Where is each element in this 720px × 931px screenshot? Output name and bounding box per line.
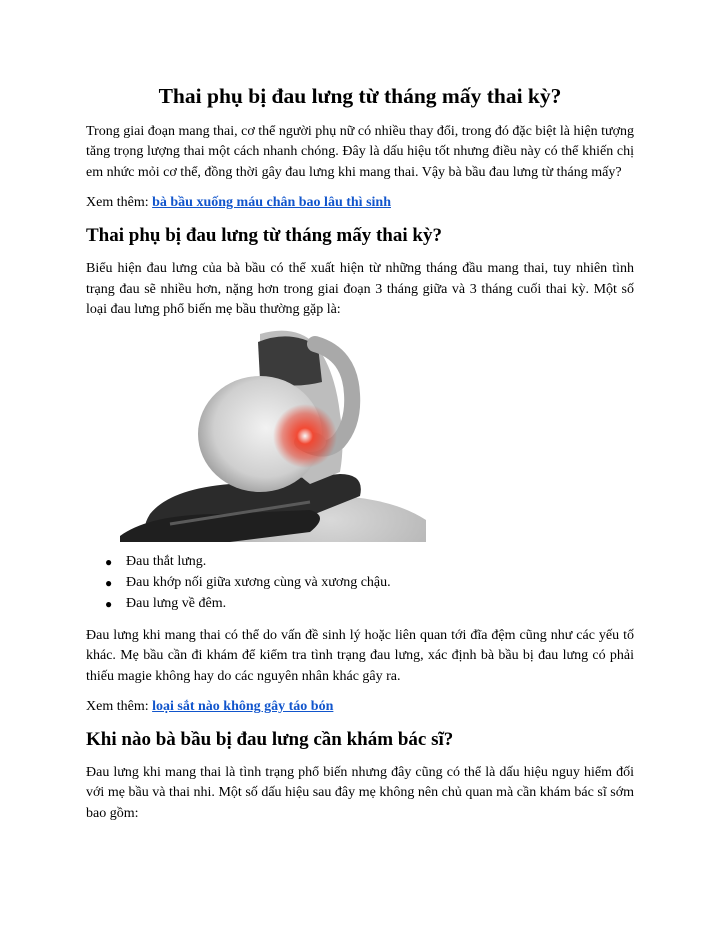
see-also-link-2[interactable]: loại sắt nào không gây táo bón xyxy=(152,699,334,715)
section-1-paragraph: Biểu hiện đau lưng của bà bầu có thể xuất hiện từ những tháng đầu mang thai, tuy nhiên tình trạng đau sẽ nhiều hơn, nặng hơn trong giai đoạn 3 tháng giữa và 3 tháng cuối thai kỳ. Một số loại đau lưng phổ biến mẹ bầu thường gặp là: xyxy=(86,261,634,318)
paragraph-2: Đau lưng khi mang thai có thể do vấn đề sinh lý hoặc liên quan tới đĩa đệm cũng như các yếu tố khác. Mẹ bầu cần đi khám để kiểm tra tình trạng đau lưng, xác định bà bầu bị đau lưng có phải thiếu magie không hay do các nguyên nhân khác gây ra. xyxy=(86,627,634,684)
back-pain-types-list xyxy=(86,552,634,614)
section-1-heading: Thai phụ bị đau lưng từ tháng mấy thai kỳ? xyxy=(86,225,442,247)
see-also-link-1[interactable]: bà bầu xuống máu chân bao lâu thì sinh xyxy=(152,195,391,211)
section-2-heading: Khi nào bà bầu bị đau lưng cần khám bác sĩ? xyxy=(86,729,454,751)
section-2-paragraph: Đau lưng khi mang thai là tình trạng phổ biến nhưng đây cũng có thể là dấu hiệu nguy hiểm đối với mẹ bầu và thai nhi. Một số dấu hiệu sau đây mẹ không nên chủ quan mà cần khám bác sĩ sớm bao gồm: xyxy=(86,765,634,821)
page-title: Thai phụ bị đau lưng từ tháng mấy thai kỳ? xyxy=(158,84,562,108)
pregnant-woman-back-pain-image xyxy=(110,324,426,542)
list-item: ● Đau lưng về đêm. xyxy=(105,596,227,612)
see-also-prefix: Xem thêm: xyxy=(86,195,153,211)
document-page xyxy=(86,82,634,824)
list-item: ● Đau thắt lưng. xyxy=(105,554,207,570)
see-also-prefix: Xem thêm: xyxy=(86,699,153,715)
see-also-1 xyxy=(86,193,634,213)
see-also-2 xyxy=(86,697,634,717)
intro-paragraph: Trong giai đoạn mang thai, cơ thể người phụ nữ có nhiều thay đổi, trong đó đặc biệt là hiện tượng tăng trọng lượng thai một cách nhanh chóng. Đây là dấu hiệu tốt nhưng điều này có thể khiến chị em nhức mỏi cơ thể, đồng thời gây đau lưng khi mang thai. Vậy bà bầu đau lưng từ tháng mấy? xyxy=(86,124,634,180)
list-item: ● Đau khớp nối giữa xương cùng và xương chậu. xyxy=(105,575,391,591)
